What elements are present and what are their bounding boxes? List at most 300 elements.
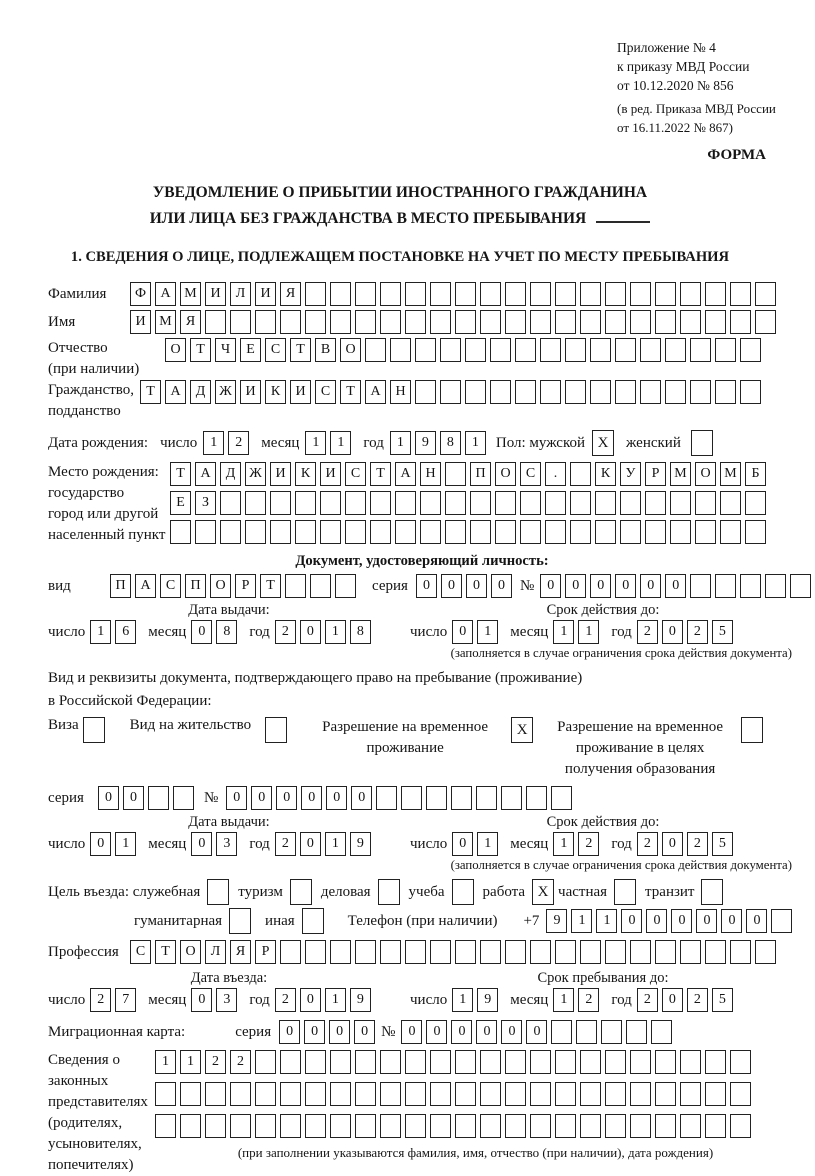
char-cell[interactable]: И: [240, 380, 261, 404]
char-cell[interactable]: 9: [546, 909, 567, 933]
char-cell[interactable]: Н: [420, 462, 441, 486]
char-cell[interactable]: [280, 1114, 301, 1138]
char-cell[interactable]: 0: [590, 574, 611, 598]
checkbox-temp-permit[interactable]: X: [511, 717, 533, 743]
char-cell[interactable]: [645, 520, 666, 544]
char-cell[interactable]: [455, 310, 476, 334]
char-cell[interactable]: [470, 491, 491, 515]
char-cell[interactable]: [630, 282, 651, 306]
char-cell[interactable]: [430, 282, 451, 306]
char-cell[interactable]: [310, 574, 331, 598]
char-cell[interactable]: [555, 940, 576, 964]
char-cell[interactable]: [540, 380, 561, 404]
char-cell[interactable]: К: [295, 462, 316, 486]
char-cell[interactable]: [430, 940, 451, 964]
char-cell[interactable]: Т: [140, 380, 161, 404]
char-cell[interactable]: [730, 1114, 751, 1138]
char-cell[interactable]: [505, 310, 526, 334]
char-cell[interactable]: 3: [216, 988, 237, 1012]
char-cell[interactable]: 1: [465, 431, 486, 455]
char-cell[interactable]: [645, 491, 666, 515]
char-cell[interactable]: [405, 1050, 426, 1074]
char-cell[interactable]: [705, 1114, 726, 1138]
char-cell[interactable]: С: [520, 462, 541, 486]
char-cell[interactable]: А: [165, 380, 186, 404]
char-cell[interactable]: А: [155, 282, 176, 306]
char-cell[interactable]: Н: [390, 380, 411, 404]
char-cell[interactable]: О: [695, 462, 716, 486]
char-cell[interactable]: [651, 1020, 672, 1044]
char-cell[interactable]: 0: [646, 909, 667, 933]
char-cell[interactable]: 0: [326, 786, 347, 810]
char-cell[interactable]: 1: [203, 431, 224, 455]
char-cell[interactable]: [705, 940, 726, 964]
char-cell[interactable]: [620, 520, 641, 544]
checkbox-visa[interactable]: [83, 717, 105, 743]
char-cell[interactable]: [740, 574, 761, 598]
char-cell[interactable]: [305, 1082, 326, 1106]
char-cell[interactable]: 0: [401, 1020, 422, 1044]
checkbox-purpose-transit[interactable]: [701, 879, 723, 905]
char-cell[interactable]: [305, 1050, 326, 1074]
char-cell[interactable]: [730, 310, 751, 334]
char-cell[interactable]: [565, 380, 586, 404]
char-cell[interactable]: [720, 491, 741, 515]
char-cell[interactable]: 0: [251, 786, 272, 810]
char-cell[interactable]: [330, 1050, 351, 1074]
char-cell[interactable]: 8: [216, 620, 237, 644]
char-cell[interactable]: О: [210, 574, 231, 598]
char-cell[interactable]: 2: [275, 988, 296, 1012]
char-cell[interactable]: [173, 786, 194, 810]
char-cell[interactable]: И: [290, 380, 311, 404]
char-cell[interactable]: [380, 310, 401, 334]
checkbox-purpose-other[interactable]: [302, 908, 324, 934]
char-cell[interactable]: [405, 1082, 426, 1106]
char-cell[interactable]: Ф: [130, 282, 151, 306]
char-cell[interactable]: [480, 1114, 501, 1138]
char-cell[interactable]: [605, 940, 626, 964]
char-cell[interactable]: [170, 520, 191, 544]
char-cell[interactable]: И: [205, 282, 226, 306]
char-cell[interactable]: [345, 520, 366, 544]
char-cell[interactable]: [605, 1082, 626, 1106]
char-cell[interactable]: 0: [662, 988, 683, 1012]
char-cell[interactable]: М: [180, 282, 201, 306]
char-cell[interactable]: [455, 282, 476, 306]
char-cell[interactable]: [605, 1050, 626, 1074]
char-cell[interactable]: [570, 491, 591, 515]
char-cell[interactable]: [730, 940, 751, 964]
char-cell[interactable]: 0: [300, 832, 321, 856]
char-cell[interactable]: [320, 491, 341, 515]
char-cell[interactable]: [515, 380, 536, 404]
char-cell[interactable]: [180, 1114, 201, 1138]
char-cell[interactable]: [580, 940, 601, 964]
char-cell[interactable]: [505, 940, 526, 964]
char-cell[interactable]: [630, 940, 651, 964]
char-cell[interactable]: Е: [170, 491, 191, 515]
char-cell[interactable]: Л: [230, 282, 251, 306]
checkbox-purpose-business[interactable]: [378, 879, 400, 905]
checkbox-sex-female[interactable]: [691, 430, 713, 456]
char-cell[interactable]: Т: [260, 574, 281, 598]
char-cell[interactable]: [745, 520, 766, 544]
char-cell[interactable]: [330, 940, 351, 964]
char-cell[interactable]: [426, 786, 447, 810]
char-cell[interactable]: 1: [578, 620, 599, 644]
char-cell[interactable]: [690, 338, 711, 362]
char-cell[interactable]: [205, 1114, 226, 1138]
char-cell[interactable]: [570, 520, 591, 544]
checkbox-sex-male[interactable]: X: [592, 430, 614, 456]
char-cell[interactable]: [465, 338, 486, 362]
char-cell[interactable]: [445, 462, 466, 486]
char-cell[interactable]: [280, 310, 301, 334]
char-cell[interactable]: [555, 1114, 576, 1138]
char-cell[interactable]: А: [135, 574, 156, 598]
char-cell[interactable]: О: [495, 462, 516, 486]
char-cell[interactable]: 2: [90, 988, 111, 1012]
char-cell[interactable]: [365, 338, 386, 362]
char-cell[interactable]: [405, 1114, 426, 1138]
char-cell[interactable]: [705, 1050, 726, 1074]
char-cell[interactable]: [655, 310, 676, 334]
char-cell[interactable]: Т: [370, 462, 391, 486]
char-cell[interactable]: 1: [390, 431, 411, 455]
char-cell[interactable]: Е: [240, 338, 261, 362]
char-cell[interactable]: И: [255, 282, 276, 306]
char-cell[interactable]: 2: [230, 1050, 251, 1074]
char-cell[interactable]: 0: [452, 620, 473, 644]
char-cell[interactable]: 1: [553, 988, 574, 1012]
char-cell[interactable]: 2: [275, 832, 296, 856]
char-cell[interactable]: [530, 310, 551, 334]
char-cell[interactable]: [790, 574, 811, 598]
char-cell[interactable]: [670, 520, 691, 544]
char-cell[interactable]: 2: [687, 620, 708, 644]
char-cell[interactable]: [501, 786, 522, 810]
char-cell[interactable]: [551, 786, 572, 810]
char-cell[interactable]: [480, 1050, 501, 1074]
char-cell[interactable]: [630, 310, 651, 334]
checkbox-purpose-humanitarian[interactable]: [229, 908, 251, 934]
char-cell[interactable]: [285, 574, 306, 598]
char-cell[interactable]: 0: [491, 574, 512, 598]
char-cell[interactable]: [555, 1050, 576, 1074]
char-cell[interactable]: [615, 338, 636, 362]
char-cell[interactable]: 0: [662, 620, 683, 644]
char-cell[interactable]: [370, 491, 391, 515]
char-cell[interactable]: 1: [90, 620, 111, 644]
char-cell[interactable]: 0: [191, 988, 212, 1012]
char-cell[interactable]: [655, 940, 676, 964]
char-cell[interactable]: [680, 940, 701, 964]
char-cell[interactable]: .: [545, 462, 566, 486]
char-cell[interactable]: [690, 380, 711, 404]
char-cell[interactable]: [705, 1082, 726, 1106]
char-cell[interactable]: К: [595, 462, 616, 486]
char-cell[interactable]: [380, 282, 401, 306]
char-cell[interactable]: Р: [645, 462, 666, 486]
char-cell[interactable]: М: [155, 310, 176, 334]
char-cell[interactable]: Ж: [215, 380, 236, 404]
char-cell[interactable]: [615, 380, 636, 404]
char-cell[interactable]: [505, 1082, 526, 1106]
char-cell[interactable]: [580, 1114, 601, 1138]
char-cell[interactable]: [440, 338, 461, 362]
char-cell[interactable]: [405, 282, 426, 306]
char-cell[interactable]: [545, 520, 566, 544]
char-cell[interactable]: 1: [155, 1050, 176, 1074]
char-cell[interactable]: 0: [452, 832, 473, 856]
char-cell[interactable]: [280, 1050, 301, 1074]
char-cell[interactable]: [590, 380, 611, 404]
char-cell[interactable]: И: [130, 310, 151, 334]
char-cell[interactable]: 7: [115, 988, 136, 1012]
char-cell[interactable]: [330, 1082, 351, 1106]
char-cell[interactable]: [445, 520, 466, 544]
char-cell[interactable]: 0: [621, 909, 642, 933]
char-cell[interactable]: [495, 491, 516, 515]
char-cell[interactable]: А: [365, 380, 386, 404]
char-cell[interactable]: 0: [98, 786, 119, 810]
char-cell[interactable]: [305, 310, 326, 334]
char-cell[interactable]: [576, 1020, 597, 1044]
char-cell[interactable]: 0: [351, 786, 372, 810]
char-cell[interactable]: М: [670, 462, 691, 486]
char-cell[interactable]: [380, 1082, 401, 1106]
char-cell[interactable]: [565, 338, 586, 362]
char-cell[interactable]: [640, 338, 661, 362]
char-cell[interactable]: [680, 282, 701, 306]
char-cell[interactable]: [680, 1082, 701, 1106]
char-cell[interactable]: [430, 1050, 451, 1074]
char-cell[interactable]: [355, 1114, 376, 1138]
char-cell[interactable]: [515, 338, 536, 362]
char-cell[interactable]: [555, 282, 576, 306]
char-cell[interactable]: [280, 1082, 301, 1106]
char-cell[interactable]: [455, 940, 476, 964]
char-cell[interactable]: [505, 1050, 526, 1074]
char-cell[interactable]: С: [160, 574, 181, 598]
char-cell[interactable]: [705, 282, 726, 306]
char-cell[interactable]: [455, 1082, 476, 1106]
char-cell[interactable]: [530, 940, 551, 964]
char-cell[interactable]: [665, 380, 686, 404]
char-cell[interactable]: 0: [191, 620, 212, 644]
char-cell[interactable]: [745, 491, 766, 515]
char-cell[interactable]: [380, 1114, 401, 1138]
char-cell[interactable]: 0: [501, 1020, 522, 1044]
char-cell[interactable]: [476, 786, 497, 810]
char-cell[interactable]: [526, 786, 547, 810]
char-cell[interactable]: [230, 310, 251, 334]
char-cell[interactable]: 8: [350, 620, 371, 644]
char-cell[interactable]: [580, 1050, 601, 1074]
char-cell[interactable]: В: [315, 338, 336, 362]
char-cell[interactable]: [380, 1050, 401, 1074]
char-cell[interactable]: С: [315, 380, 336, 404]
char-cell[interactable]: [530, 282, 551, 306]
char-cell[interactable]: [355, 310, 376, 334]
char-cell[interactable]: П: [110, 574, 131, 598]
char-cell[interactable]: [605, 1114, 626, 1138]
char-cell[interactable]: [520, 520, 541, 544]
char-cell[interactable]: [730, 1082, 751, 1106]
char-cell[interactable]: А: [395, 462, 416, 486]
char-cell[interactable]: Я: [180, 310, 201, 334]
char-cell[interactable]: Ж: [245, 462, 266, 486]
char-cell[interactable]: [430, 310, 451, 334]
char-cell[interactable]: 0: [721, 909, 742, 933]
char-cell[interactable]: 1: [325, 988, 346, 1012]
char-cell[interactable]: [430, 1114, 451, 1138]
char-cell[interactable]: [755, 940, 776, 964]
char-cell[interactable]: [755, 310, 776, 334]
char-cell[interactable]: Я: [280, 282, 301, 306]
char-cell[interactable]: 0: [476, 1020, 497, 1044]
char-cell[interactable]: [376, 786, 397, 810]
char-cell[interactable]: З: [195, 491, 216, 515]
char-cell[interactable]: 0: [300, 988, 321, 1012]
char-cell[interactable]: П: [185, 574, 206, 598]
char-cell[interactable]: [680, 1050, 701, 1074]
char-cell[interactable]: [551, 1020, 572, 1044]
char-cell[interactable]: [715, 574, 736, 598]
char-cell[interactable]: [765, 574, 786, 598]
char-cell[interactable]: 1: [115, 832, 136, 856]
char-cell[interactable]: 5: [712, 832, 733, 856]
char-cell[interactable]: [355, 282, 376, 306]
checkbox-purpose-private[interactable]: [614, 879, 636, 905]
char-cell[interactable]: [655, 1050, 676, 1074]
char-cell[interactable]: [330, 310, 351, 334]
char-cell[interactable]: [680, 310, 701, 334]
char-cell[interactable]: [455, 1114, 476, 1138]
char-cell[interactable]: 1: [477, 832, 498, 856]
char-cell[interactable]: 2: [637, 620, 658, 644]
char-cell[interactable]: 0: [441, 574, 462, 598]
char-cell[interactable]: [570, 462, 591, 486]
char-cell[interactable]: [420, 491, 441, 515]
char-cell[interactable]: К: [265, 380, 286, 404]
char-cell[interactable]: 9: [477, 988, 498, 1012]
char-cell[interactable]: С: [130, 940, 151, 964]
char-cell[interactable]: [715, 380, 736, 404]
char-cell[interactable]: [740, 380, 761, 404]
char-cell[interactable]: Р: [255, 940, 276, 964]
char-cell[interactable]: 5: [712, 620, 733, 644]
char-cell[interactable]: [520, 491, 541, 515]
char-cell[interactable]: [270, 491, 291, 515]
char-cell[interactable]: [490, 380, 511, 404]
char-cell[interactable]: [220, 520, 241, 544]
char-cell[interactable]: 1: [325, 620, 346, 644]
char-cell[interactable]: [295, 520, 316, 544]
char-cell[interactable]: 1: [571, 909, 592, 933]
char-cell[interactable]: [695, 520, 716, 544]
char-cell[interactable]: 9: [350, 832, 371, 856]
char-cell[interactable]: [601, 1020, 622, 1044]
char-cell[interactable]: 0: [662, 832, 683, 856]
char-cell[interactable]: 0: [123, 786, 144, 810]
char-cell[interactable]: Д: [190, 380, 211, 404]
char-cell[interactable]: [370, 520, 391, 544]
char-cell[interactable]: [495, 520, 516, 544]
char-cell[interactable]: 2: [228, 431, 249, 455]
char-cell[interactable]: [655, 1082, 676, 1106]
char-cell[interactable]: [255, 310, 276, 334]
char-cell[interactable]: 1: [305, 431, 326, 455]
char-cell[interactable]: 9: [350, 988, 371, 1012]
char-cell[interactable]: [205, 1082, 226, 1106]
char-cell[interactable]: [670, 491, 691, 515]
char-cell[interactable]: [280, 940, 301, 964]
char-cell[interactable]: 2: [578, 988, 599, 1012]
char-cell[interactable]: [155, 1114, 176, 1138]
char-cell[interactable]: 0: [696, 909, 717, 933]
char-cell[interactable]: [335, 574, 356, 598]
char-cell[interactable]: [195, 520, 216, 544]
char-cell[interactable]: [530, 1114, 551, 1138]
char-cell[interactable]: 0: [279, 1020, 300, 1044]
char-cell[interactable]: И: [320, 462, 341, 486]
char-cell[interactable]: [445, 491, 466, 515]
char-cell[interactable]: 6: [115, 620, 136, 644]
char-cell[interactable]: [620, 491, 641, 515]
char-cell[interactable]: Т: [170, 462, 191, 486]
char-cell[interactable]: Т: [290, 338, 311, 362]
checkbox-edu-permit[interactable]: [741, 717, 763, 743]
char-cell[interactable]: 3: [216, 832, 237, 856]
char-cell[interactable]: 2: [687, 988, 708, 1012]
char-cell[interactable]: [305, 1114, 326, 1138]
char-cell[interactable]: О: [340, 338, 361, 362]
char-cell[interactable]: [590, 338, 611, 362]
char-cell[interactable]: [626, 1020, 647, 1044]
char-cell[interactable]: [665, 338, 686, 362]
char-cell[interactable]: Д: [220, 462, 241, 486]
char-cell[interactable]: [380, 940, 401, 964]
char-cell[interactable]: [355, 1082, 376, 1106]
char-cell[interactable]: [465, 380, 486, 404]
char-cell[interactable]: [480, 282, 501, 306]
char-cell[interactable]: Л: [205, 940, 226, 964]
char-cell[interactable]: [630, 1082, 651, 1106]
char-cell[interactable]: [655, 1114, 676, 1138]
char-cell[interactable]: 8: [440, 431, 461, 455]
char-cell[interactable]: [230, 1114, 251, 1138]
char-cell[interactable]: А: [195, 462, 216, 486]
char-cell[interactable]: [470, 520, 491, 544]
char-cell[interactable]: Б: [745, 462, 766, 486]
char-cell[interactable]: [580, 1082, 601, 1106]
char-cell[interactable]: [205, 310, 226, 334]
char-cell[interactable]: [355, 940, 376, 964]
char-cell[interactable]: 0: [671, 909, 692, 933]
char-cell[interactable]: 0: [426, 1020, 447, 1044]
char-cell[interactable]: [305, 940, 326, 964]
char-cell[interactable]: О: [165, 338, 186, 362]
char-cell[interactable]: И: [270, 462, 291, 486]
char-cell[interactable]: [455, 1050, 476, 1074]
char-cell[interactable]: [720, 520, 741, 544]
char-cell[interactable]: 0: [301, 786, 322, 810]
char-cell[interactable]: 2: [637, 832, 658, 856]
char-cell[interactable]: [330, 1114, 351, 1138]
char-cell[interactable]: 9: [415, 431, 436, 455]
